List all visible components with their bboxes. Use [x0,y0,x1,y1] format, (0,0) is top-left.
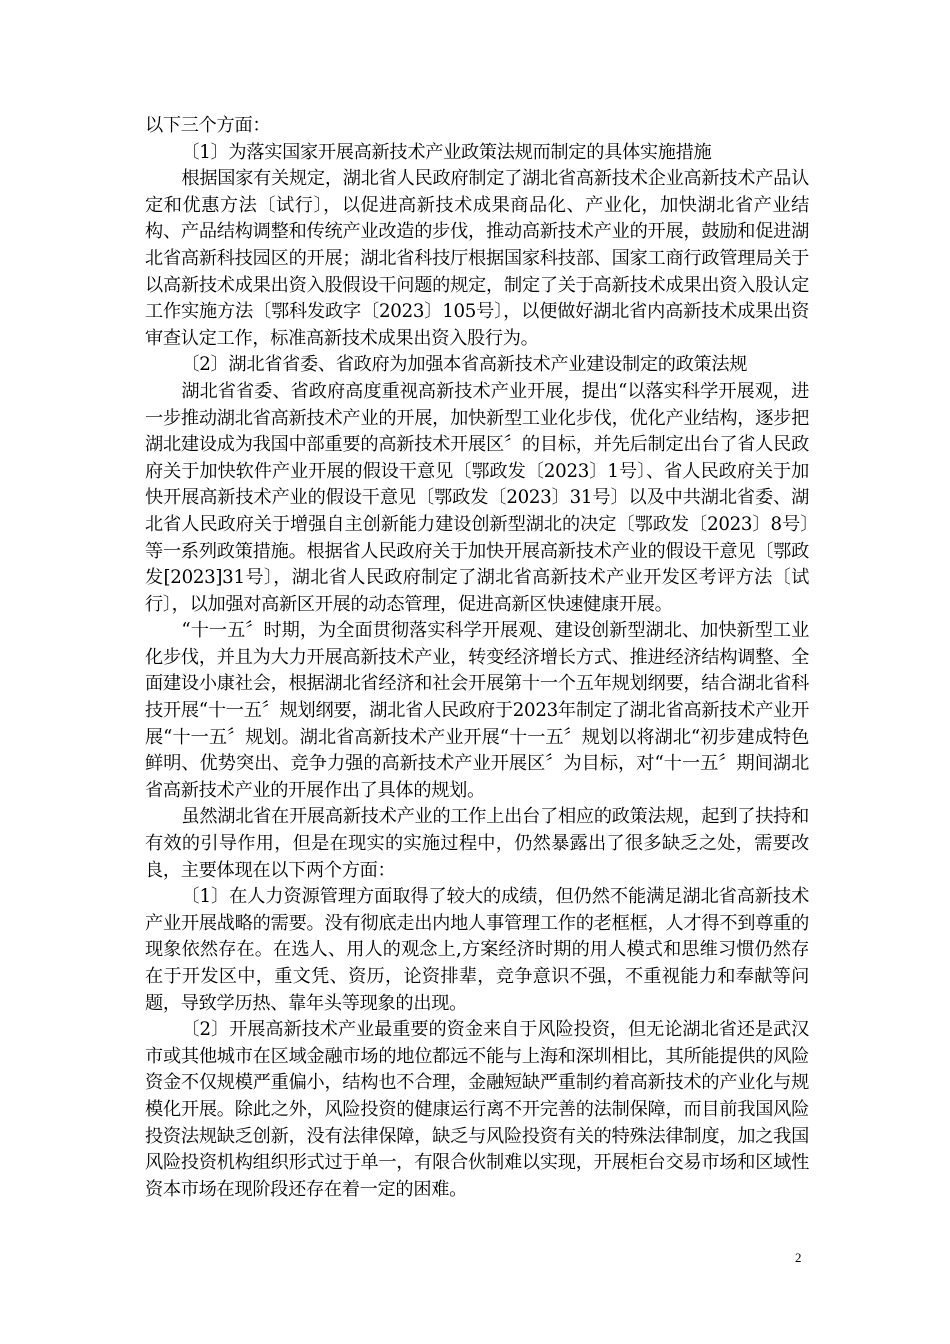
paragraph: 〔2〕开展高新技术产业最重要的资金来自于风险投资，但无论湖北省还是武汉市或其他城市在区域金融市场的地位都远不能与上海和深圳相比，其所能提供的风险资金不仅规模严重偏小，结构也不合理，金融短缺严重制约着高新技术的产业化与规模化开展。除此之外，风险投资的健康运行离不开完善的法制保障，而目前我国风险投资法规缺乏创新，没有法律保障，缺乏与风险投资有关的特殊法律制度，加之我国风险投资机构组织形式过于单一，有限合伙制难以实现，开展柜台交易市场和区域性资本市场在现阶段还存在着一定的困难。 [145,1019,809,1200]
paragraph: “十一五〞时期，为全面贯彻落实科学开展观、建设创新型湖北、加快新型工业化步伐，并且为大力开展高新技术产业，转变经济增长方式、推进经济结构调整、全面建设小康社会，根据湖北省经济和社会开展第十一个五年规划纲要，结合湖北省科技开展“十一五〞规划纲要，湖北省人民政府于2023年制定了湖北省高新技术产业开展“十一五〞规划。湖北省高新技术产业开展“十一五〞规划以将湖北“初步建成特色鲜明、优势突出、竞争力强的高新技术产业开展区〞为目标，对“十一五〞期间湖北省高新技术产业的开展作出了具体的规划。 [145,620,809,801]
paragraph: 湖北省省委、省政府高度重视高新技术产业开展，提出“以落实科学开展观，进一步推动湖北省高新技术产业的开展，加快新型工业化步伐，优化产业结构，逐步把湖北建设成为我国中部重要的高新技术开展区〞的目标，并先后制定出台了省人民政府关于加快软件产业开展的假设干意见〔鄂政发〔2023〕1号〕、省人民政府关于加快开展高新技术产业的假设干意见〔鄂政发〔2023〕31号〕以及中共湖北省委、湖北省人民政府关于增强自主创新能力建设创新型湖北的决定〔鄂政发〔2023〕8号〕等一系列政策措施。根据省人民政府关于加快开展高新技术产业的假设干意见〔鄂政发[2023]31号〕，湖北省人民政府制定了湖北省高新技术产业开发区考评方法〔试行〕，以加强对高新区开展的动态管理，促进高新区快速健康开展。 [145,380,809,615]
paragraph: 虽然湖北省在开展高新技术产业的工作上出台了相应的政策法规，起到了扶持和有效的引导作用，但是在现实的实施过程中，仍然暴露出了很多缺乏之处，需要改良，主要体现在以下两个方面： [145,806,809,881]
section-heading-2: 〔2〕湖北省省委、省政府为加强本省高新技术产业建设制定的政策法规 [181,354,748,376]
section-heading-1: 〔1〕为落实国家开展高新技术产业政策法规而制定的具体实施措施 [181,141,712,163]
paragraph: 根据国家有关规定，湖北省人民政府制定了湖北省高新技术企业高新技术产品认定和优惠方法〔试行〕，以促进高新技术成果商品化、产业化，加快湖北省产业结构、产品结构调整和传统产业改造的步伐，推动高新技术产业的开展，鼓励和促进湖北省高新科技园区的开展；湖北省科技厅根据国家科技部、国家工商行政管理局关于以高新技术成果出资入股假设干问题的规定，制定了关于高新技术成果出资入股认定工作实施方法〔鄂科发政字〔2023〕105号〕，以便做好湖北省内高新技术成果出资审查认定工作，标准高新技术成果出资入股行为。 [145,168,809,349]
paragraph-intro: 以下三个方面： [145,115,271,136]
page-number: 2 [795,1250,802,1265]
paragraph: 〔1〕在人力资源管理方面取得了较大的成绩，但仍然不能满足湖北省高新技术产业开展战略的需要。没有彻底走出内地人事管理工作的老框框，人才得不到尊重的现象依然存在。在选人、用人的观念上,方案经济时期的用人模式和思维习惯仍然存在于开发区中，重文凭、资历，论资排辈，竞争意识不强，不重视能力和奉献等问题，导致学历热、靠年头等现象的出现。 [145,886,809,1014]
document-body [145,113,809,1203]
